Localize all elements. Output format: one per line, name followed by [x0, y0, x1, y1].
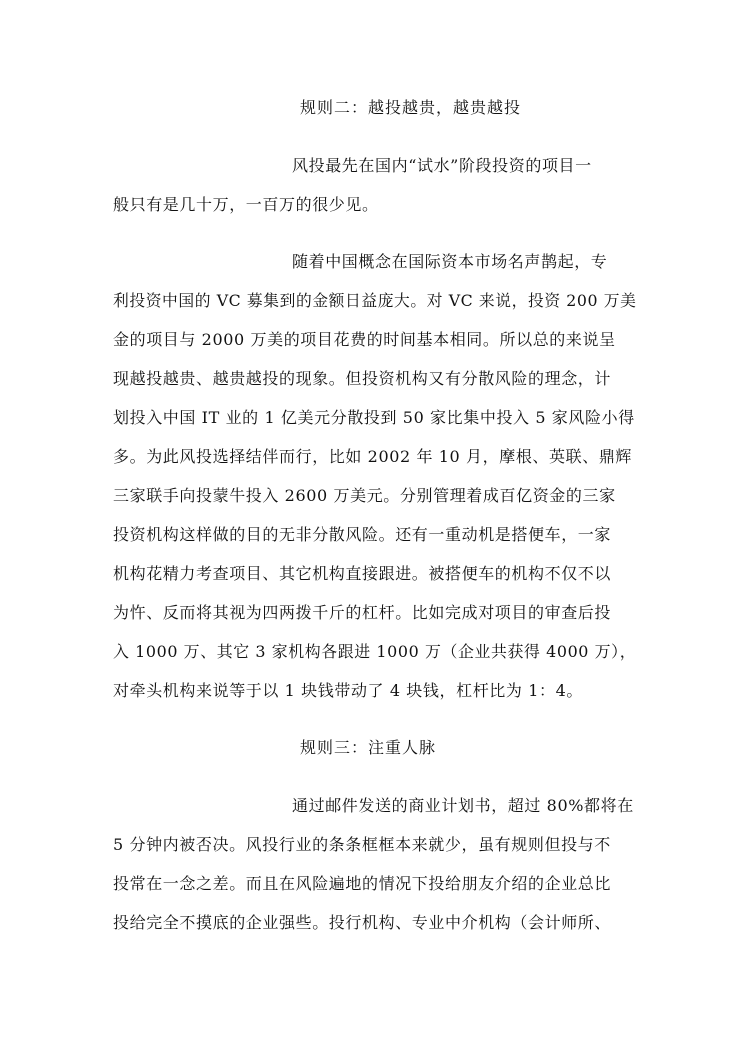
paragraph-2-line-12: 对牵头机构来说等于以 1 块钱带动了 4 块钱，杠杆比为 1：4。 — [113, 681, 583, 700]
paragraph-3-line-4: 投给完全不摸底的企业强些。投行机构、专业中介机构（会计师所、 — [113, 913, 612, 932]
paragraph-1-line-1: 风投最先在国内“试水”阶段投资的项目一 — [292, 156, 592, 175]
paragraph-2-line-3: 金的项目与 2000 万美的项目花费的时间基本相同。所以总的来说呈 — [113, 330, 616, 349]
heading-rule-3: 规则三：注重人脉 — [300, 738, 437, 757]
paragraph-3-line-1: 通过邮件发送的商业计划书，超过 80%都将在 — [292, 796, 634, 815]
paragraph-2-line-10: 为忤、反而将其视为四两拨千斤的杠杆。比如完成对项目的审查后投 — [113, 603, 612, 622]
paragraph-2-line-9: 机构花精力考查项目、其它机构直接跟进。被搭便车的机构不仅不以 — [113, 564, 612, 583]
paragraph-2-line-2: 利投资中国的 VC 募集到的金额日益庞大。对 VC 来说，投资 200 万美 — [113, 291, 637, 310]
paragraph-2-line-7: 三家联手向投蒙牛投入 2600 万美元。分别管理着成百亿资金的三家 — [113, 486, 616, 505]
paragraph-1-line-2: 般只有是几十万，一百万的很少见。 — [113, 195, 379, 214]
paragraph-3-line-3: 投常在一念之差。而且在风险遍地的情况下投给朋友介绍的企业总比 — [113, 874, 612, 893]
heading-rule-2: 规则二：越投越贵，越贵越投 — [300, 98, 522, 117]
paragraph-2-line-5: 划投入中国 IT 业的 1 亿美元分散投到 50 家比集中投入 5 家风险小得 — [113, 408, 635, 427]
paragraph-2-line-6: 多。为此风投选择结伴而行，比如 2002 年 10 月，摩根、英联、鼎辉 — [113, 447, 633, 466]
paragraph-2-line-8: 投资机构这样做的目的无非分散风险。还有一重动机是搭便车，一家 — [113, 525, 612, 544]
paragraph-3-line-2: 5 分钟内被否决。风投行业的条条框框本来就少，虽有规则但投与不 — [113, 835, 611, 854]
paragraph-2-line-4: 现越投越贵、越贵越投的现象。但投资机构又有分散风险的理念，计 — [113, 369, 612, 388]
paragraph-2-line-1: 随着中国概念在国际资本市场名声鹊起，专 — [292, 252, 608, 271]
paragraph-2-line-11: 入 1000 万、其它 3 家机构各跟进 1000 万（企业共获得 4000 万）， — [113, 642, 637, 661]
